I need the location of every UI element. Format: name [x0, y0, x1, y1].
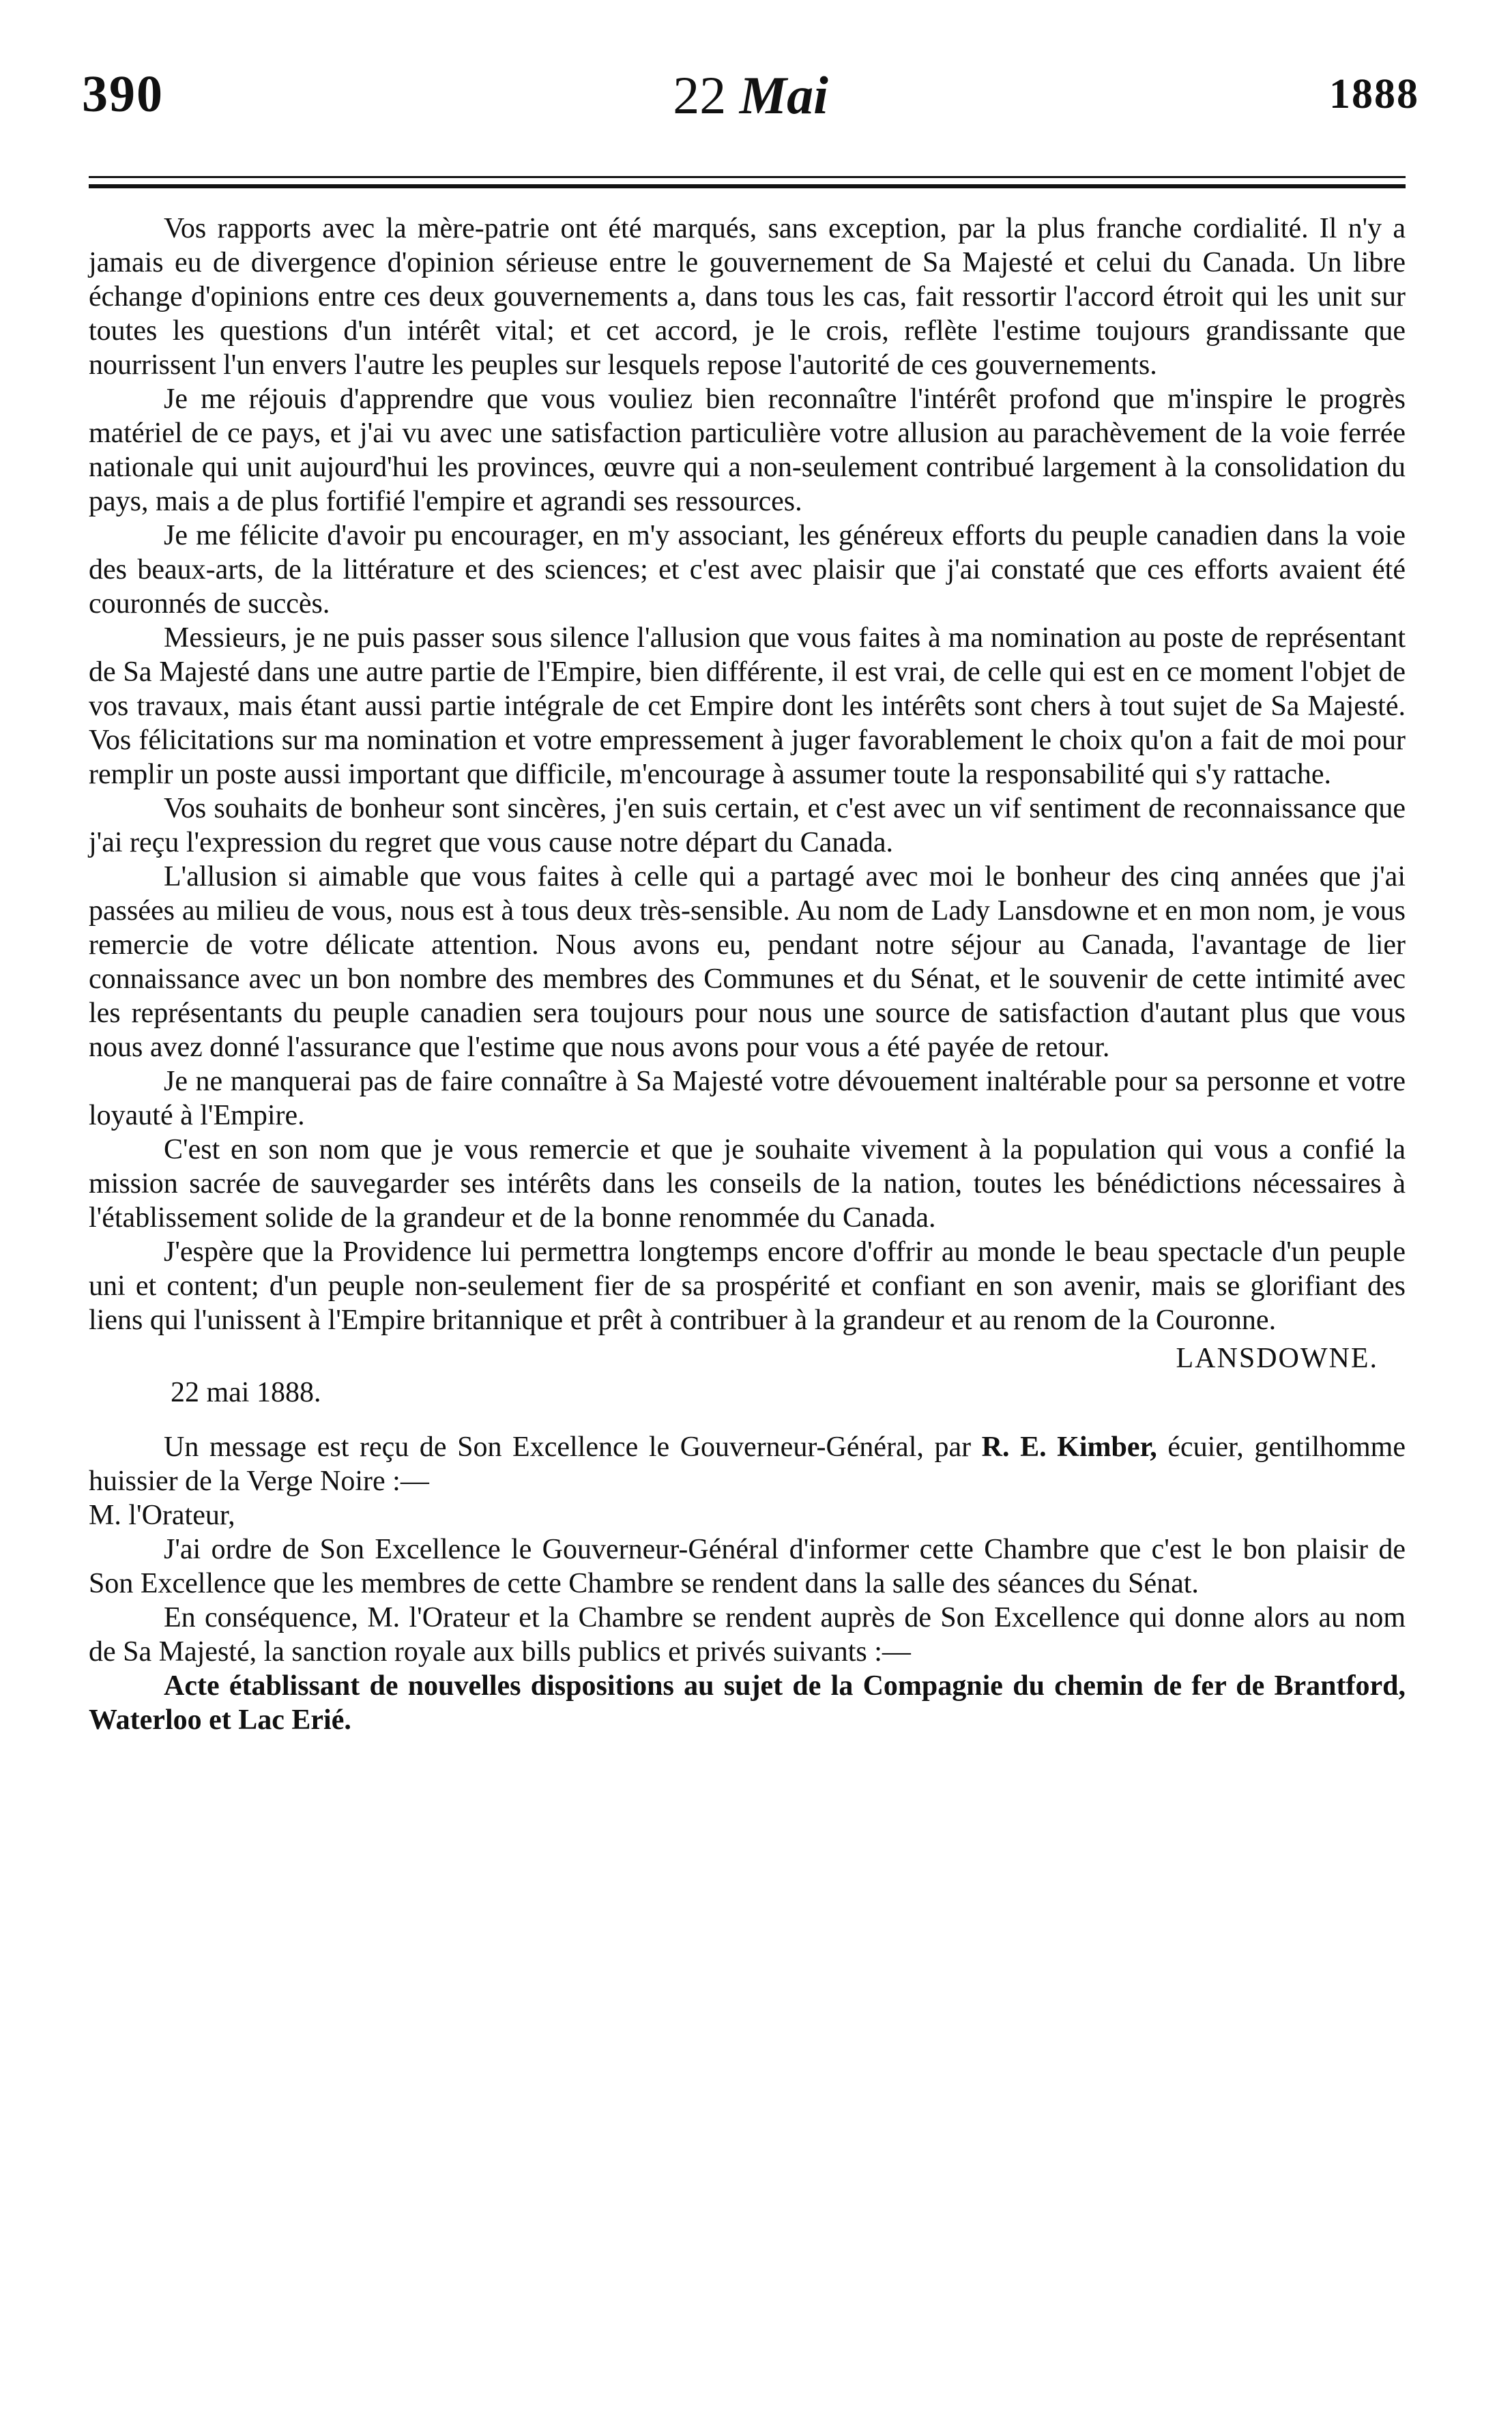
page-header	[82, 65, 1419, 140]
paragraph-relations: Vos rapports avec la mère-patrie ont été marqués, sans exception, par la plus franche cordialité. Il n'y a jamais eu de divergence d'opinion sérieuse entre le gouvernement de Sa Majesté et celui du Canada. Un libre échange d'opinions entre ces deux gouvernements a, dans tous les cas, fait ressortir l'accord étroit qui les unit sur toutes les questions d'un intérêt vital; et cet accord, je le crois, reflète l'estime toujours grandissante que nourrissent l'un envers l'autre les peuples sur lesquels repose l'autorité de ces gouvernements.	[89, 213, 1406, 381]
header-rule-thick	[89, 184, 1406, 188]
body-text	[89, 212, 1406, 1737]
message-intro-before: Un message est reçu de Son Excellence le Gouverneur-Général, par	[164, 1431, 982, 1463]
page-number: 390	[82, 66, 164, 123]
header-date	[82, 65, 1419, 126]
paragraph-providence: J'espère que la Providence lui permettra longtemps encore d'offrir au monde le beau spectacle d'un peuple uni et content; d'un peuple non-seulement fier de sa prospérité et confiant en son avenir, mais se glorifiant des liens qui l'unissent à l'Empire britannique et prêt à contribuer à la grandeur et au renom de la Couronne.	[89, 1236, 1406, 1336]
paragraph-progress: Je me réjouis d'apprendre que vous vouliez bien reconnaître l'intérêt profond que m'inspire le progrès matériel de ce pays, et j'ai vu avec une satisfaction particulière votre allusion au parachèvement de la voie ferrée nationale qui unit aujourd'hui les provinces, œuvre qui a non-seulement contribué largement à la consolidation du pays, mais a de plus fortifié l'empire et agrandi ses ressources.	[89, 383, 1406, 517]
header-date-day: 22	[673, 66, 727, 125]
dateline: 22 mai 1888.	[171, 1377, 321, 1408]
signature: LANSDOWNE.	[1176, 1343, 1378, 1374]
message-text: J'ai ordre de Son Excellence le Gouverneur-Général d'informer cette Chambre que c'est le bon plaisir de Son Excellence que les membres de cette Chambre se rendent dans la salle des séances du Sénat.	[89, 1534, 1406, 1599]
header-date-month: Mai	[739, 66, 828, 125]
paragraph-arts: Je me félicite d'avoir pu encourager, en m'y associant, les généreux efforts du peuple canadien dans la voie des beaux-arts, de la littérature et des sciences; et c'est avec plaisir que j'ai constaté que ces efforts avaient été couronnés de succès.	[89, 520, 1406, 620]
paragraph-devotion: Je ne manquerai pas de faire connaître à Sa Majesté votre dévouement inaltérable pour sa personne et votre loyauté à l'Empire.	[89, 1066, 1406, 1131]
message-intro	[89, 1430, 1406, 1498]
bill-title: Acte établissant de nouvelles dispositions au sujet de la Compagnie du chemin de fer de Brantford, Waterloo et Lac Erié.	[89, 1670, 1406, 1736]
messenger-name: R. E. Kimber,	[981, 1431, 1157, 1463]
paragraph-wishes: Vos souhaits de bonheur sont sincères, j'en suis certain, et c'est avec un vif sentiment de reconnaissance que j'ai reçu l'expression du regret que vous cause notre départ du Canada.	[89, 793, 1406, 858]
addressee: M. l'Orateur,	[89, 1500, 235, 1531]
paragraph-blessings: C'est en son nom que je vous remercie et que je souhaite vivement à la population qui vous a confié la mission sacrée de sauvegarder ses intérêts dans les conseils de la nation, toutes les bénédictions nécessaires à l'établissement solide de la grandeur et de la bonne renommée du Canada.	[89, 1134, 1406, 1234]
message-intro-after: écuier, gentilhomme huissier de la Verge Noire :—	[89, 1431, 1406, 1497]
header-rule-thin	[89, 176, 1406, 178]
proceedings-text: En conséquence, M. l'Orateur et la Chambre se rendent auprès de Son Excellence qui donne alors au nom de Sa Majesté, la sanction royale aux bills publics et privés suivants :—	[89, 1602, 1406, 1668]
paragraph-lady-lansdowne: L'allusion si aimable que vous faites à celle qui a partagé avec moi le bonheur des cinq années que j'ai passées au milieu de vous, nous est à tous deux très-sensible. Au nom de Lady Lansdowne et en mon nom, je vous remercie de votre délicate attention. Nous avons eu, pendant notre séjour au Canada, l'avantage de lier connaissance avec un bon nombre des membres des Communes et du Sénat, et le souvenir de cette intimité avec les représentants du peuple canadien sera toujours pour nous une source de satisfaction d'autant plus que vous nous avez donné l'assurance que l'estime que nous avons pour vous a été payée de retour.	[89, 861, 1406, 1063]
paragraph-nomination: Messieurs, je ne puis passer sous silence l'allusion que vous faites à ma nomination au poste de représentant de Sa Majesté dans une autre partie de l'Empire, bien différente, il est vrai, de celle qui est en ce moment l'objet de vos travaux, mais étant aussi partie intégrale de cet Empire dont les intérêts sont chers à tout sujet de Sa Majesté. Vos félicitations sur ma nomination et votre empressement à juger favorablement le choix qu'on a fait de moi pour remplir un poste aussi important que difficile, m'encourage à assumer toute la responsabilité qui s'y rattache.	[89, 622, 1406, 790]
header-year: 1888	[1329, 71, 1419, 117]
